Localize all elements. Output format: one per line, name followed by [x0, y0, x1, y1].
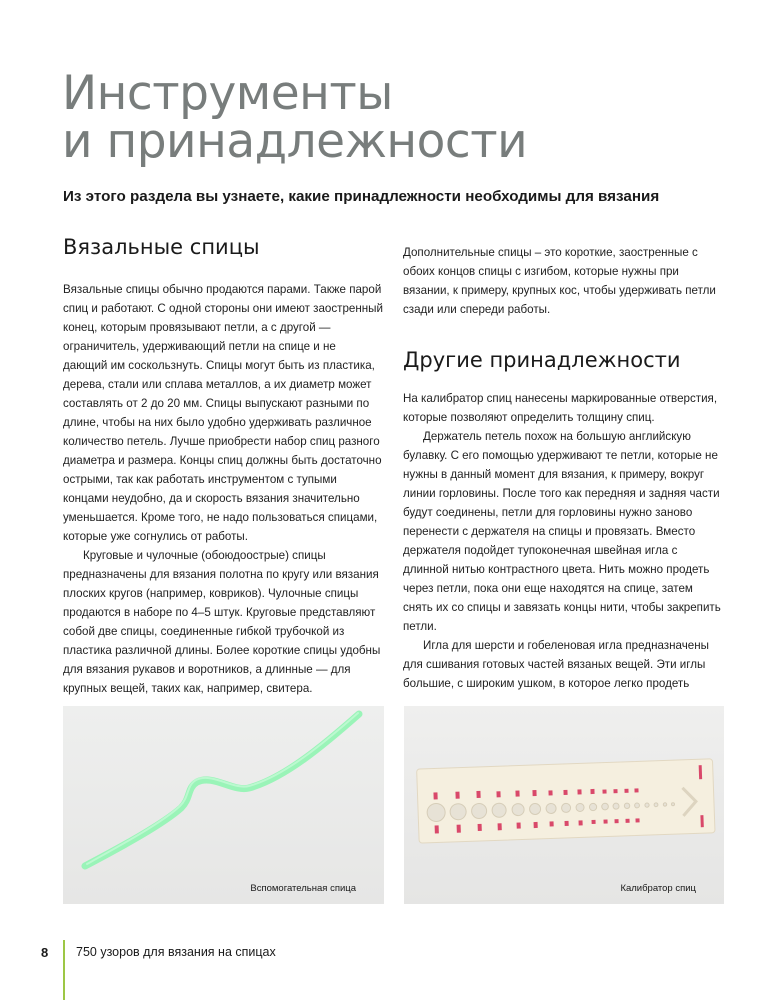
photo-needle-gauge [404, 706, 724, 904]
right-column [403, 243, 723, 693]
needle-gauge-illustration [404, 706, 724, 904]
paragraph-stitch-holder: Держатель петель похож на большую английскую булавку. С его помощью удерживают те петли, которые не нужны в данный момент для вязания, к примеру, вокруг линии горловины. После того как передняя и задняя части будут соединены, петли для горловины нужно заново перенести с держателя на спицы и провязать. Вместо держателя подойдет тупоконечная швейная игла с длинной нитью контрастного цвета. Нить можно продеть через петли, пока они еще находятся на спице, затем снять их со спицы и завязать концы нити, чтобы закрепить петли. [403, 430, 721, 633]
page-number: 8 [41, 945, 49, 960]
paragraph-yarn-needle: Игла для шерсти и гобеленовая игла предназначены для сшивания готовых частей вязаных вещей. Эти иглы большие, с широким ушком, в которое легко продеть [403, 639, 709, 690]
paragraph-needles-2: Круговые и чулочные (обоюдоострые) спицы предназначены для вязания полотна по кругу или вязания плоских кругов (например, ковриков). Чулочные спицы продаются в наборе по 4–5 штук. Круговые представляют собой две спицы, соединенные гибкой трубочкой из пластика различной длины. Более короткие спицы удобны для вязания рукавов и воротников, а длинные — для крупных вещей, таких как, например, свитера. [63, 549, 381, 695]
book-title: 750 узоров для вязания на спицах [76, 945, 276, 959]
section-subtitle: Из этого раздела вы узнаете, какие принадлежности необходимы для вязания [63, 188, 660, 205]
caption-needle-gauge: Калибратор спиц [620, 883, 696, 894]
page-title-line-1: Инструменты [62, 66, 393, 121]
caption-cable-needle: Вспомогательная спица [250, 883, 356, 894]
cable-needle-highlight [87, 713, 358, 864]
cable-needle-illustration [63, 706, 384, 904]
cable-needle-shape [85, 714, 359, 866]
photo-cable-needle [63, 706, 384, 904]
page-title-line-2: и принадлежности [62, 114, 528, 169]
heading-knitting-needles: Вязальные спицы [63, 235, 260, 259]
paragraph-needles-1: Вязальные спицы обычно продаются парами. Также парой спиц и работают. С одной стороны они имеют заостренный конец, которым провязывают петли, а с другой — ограничитель, удерживающий петли на спице и не дающий им соскользнуть. Спицы могут быть из пластика, дерева, стали или сплава металлов, а их диаметр может составлять от 2 до 20 мм. Спицы выпускают разными по длине, чтобы на них было удобно удерживать различное количество петель. Лучше приобрести набор спиц разного диаметра и размера. Концы спиц должны быть достаточно острыми, так как работать инструментом с тупыми концами неудобно, да и скорость вязания значительно уменьшается. Кроме того, не надо пользоваться спицами, которые уже согнулись от работы. [63, 283, 383, 543]
gauge-body [417, 759, 715, 843]
heading-other-accessories: Другие принадлежности [403, 348, 681, 372]
left-column [63, 232, 383, 698]
footer-accent-bar [63, 940, 65, 1000]
page-title [62, 66, 702, 169]
paragraph-gauge: На калибратор спиц нанесены маркированные отверстия, которые позволяют определить толщину спиц. [403, 392, 718, 424]
paragraph-cable-needles: Дополнительные спицы – это короткие, заостренные с обоих концов спицы с изгибом, которые нужны при вязании, к примеру, крупных кос, чтобы удерживать петли сзади или спереди работы. [403, 246, 716, 316]
